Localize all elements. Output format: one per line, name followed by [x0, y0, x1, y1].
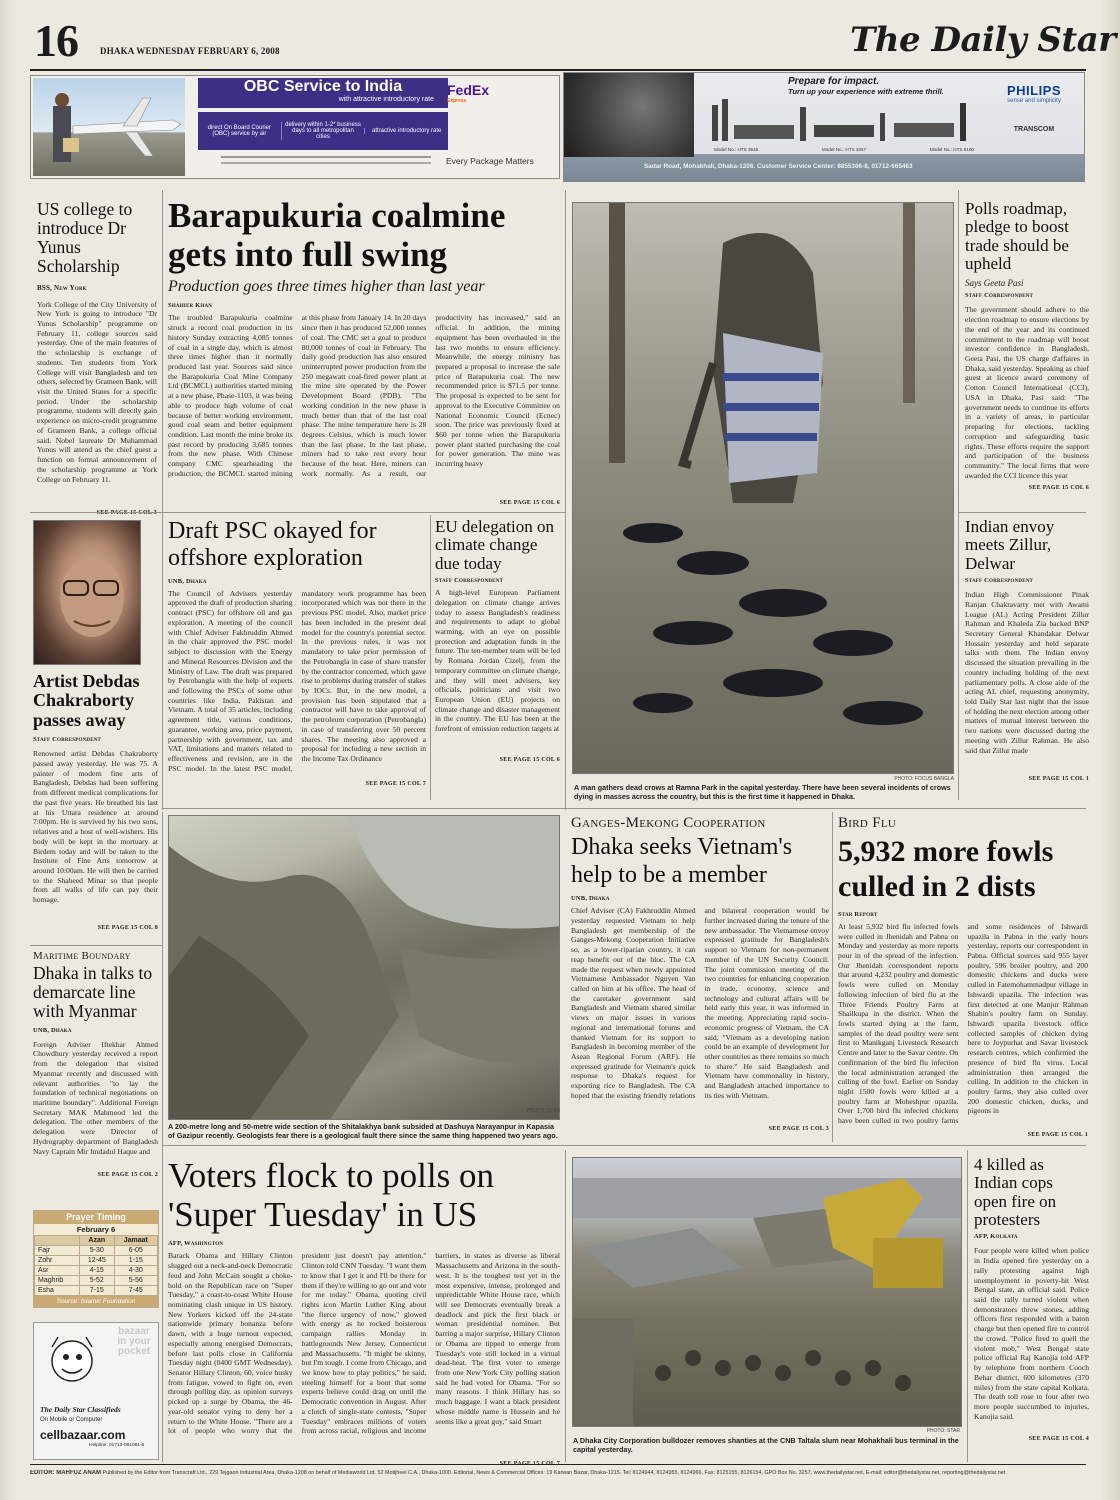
model-hts3357: Model No.: HTS 3357 — [821, 147, 867, 152]
cell: 5-30 — [79, 1246, 114, 1256]
philips-brand: PHILIPS — [1006, 83, 1062, 98]
cell: 1-15 — [114, 1256, 157, 1266]
photo-slum — [572, 1157, 962, 1427]
body-myanmar: Foreign Adviser Iftekhar Ahmed Chowdhury yesterday received a report from the delegation that visited Myanmar recently and discussed with relevant authorities "to lay the foundation of technical negotiations on maritime boundary". Additional Foreign Secretary MAK Mahmood led the delegation. The other members of the delegation were Director of Hydrography department of Bangladesh Navy Captain Mir Imdadul Haque and — [33, 1039, 158, 1156]
footer-editor: EDITOR: MAHFUZ ANAM — [30, 1470, 101, 1476]
byline-yunus: BSS, New York — [37, 283, 87, 292]
body-cops: Four people were killed when police in India opened fire yesterday on a rally protesting against high unemployment in poverty-hit West Bengal state, an official said. Police said the rally turned violent when demonstrators threw stones, adding officers first responded with a baton charge but then opened fire to control the crowd. "Police fired to quell the violent mob," West Bengal state police official Raj Kanojia told AFP by telephone from northern Cooch Behar district, 600 kilometres (370 miles) from the state capital Kolkata. The death toll rose to four after two more people succumbed to injuries, Kanojia said. — [974, 1246, 1089, 1421]
fedex-logo — [447, 82, 489, 104]
byline-eu: Staff Correspondent — [435, 577, 504, 585]
byline-cops: AFP, Kolkata — [974, 1233, 1018, 1241]
body-birdflu: At least 5,932 bird flu infected fowls were culled in Jhenidah and Pabna on Monday and yesterday as more reports pour in of the spread of the infection. Our Jhenidah correspondent reports that around 4,232 poultry and domestic fowls were culled on Monday following infection of bird flu at the Three Friends Poultry Farm at Shailkupa in the district. When the fowls started dying at the farm, samples of the dead poultry were sent first to Manikganj Livestock Research Centre and later to the Savar centre. On confirmation of the bird flu infection the local administration arranged the culling of the fowl. Earlier on Sunday night 1500 fowls were killed at a poultry farm at Moheshpur upazila. Over 1,700 bird flu infected chickens have been culled in two poultry farms and some residences of Ishwardi upazila in Pabna in the early hours yesterday, reports our correspondent in Pabna. Official sources said 955 layer poultry, 596 broiler poultry, and 200 domestic chickens and ducks were culled in Fatemohammadpur village in Ishwardi upazila. The infection was first detected at one Manjur Rahman Shahin's poultry farm on Sunday. Ishwardi upazila livestock office collected samples of chicken dying here to Joypurhat and Savar livestock research centres, which confirmed the presence of bird flu virus. Local administration then arranged the culling. In addition to the chicken in poultry farms, they also culled over 200 domestic chicken, ducks, and pigeons in — [838, 921, 1088, 1126]
cell: Esha — [35, 1286, 80, 1296]
byline-psc: UNB, Dhaka — [168, 577, 207, 585]
cell: 6-05 — [114, 1246, 157, 1256]
rule-mid — [162, 1145, 1086, 1146]
table-row — [35, 1276, 158, 1286]
story-birdflu — [838, 815, 1096, 1138]
rule-debdas — [30, 945, 162, 946]
headline-debdas: Artist Debdas Chakraborty passes away — [33, 671, 140, 730]
cell: 7-45 — [114, 1286, 157, 1296]
story-debdas — [33, 672, 158, 931]
cell: Zohr — [35, 1256, 80, 1266]
crows-scene — [573, 203, 954, 774]
prayer-col-name — [35, 1236, 80, 1246]
model-hts8100: Model No.: HTS 8100 — [929, 147, 974, 152]
page-number: 16 — [34, 15, 78, 66]
rule-col6 — [967, 1150, 968, 1462]
table-row — [35, 1266, 158, 1276]
fedex-fineprint — [221, 156, 431, 158]
masthead-logo: The Daily Star — [850, 20, 1116, 60]
turn-up-experience: Turn up your experience with extreme thrill. — [788, 87, 944, 96]
transcom-logo: TRANSCOM — [1013, 126, 1055, 133]
ad-rocker-photo — [564, 73, 694, 157]
subhead-polls: Says Geeta Pasi — [965, 278, 1024, 289]
fedex-fineprint-2 — [221, 162, 431, 164]
credit-riverbank: PHOTO: STAR — [526, 1108, 560, 1114]
rule-crows — [565, 808, 1086, 809]
byline-envoy: Staff Correspondent — [965, 577, 1034, 585]
body-eu: A high-level European Parliament delegation on climate change arrives today to assess Bangladesh's readiness and requirements to adapt to global warming, with an eye on possible protection and adaptation funds in the future. The ten-member team will be led by Romana Jordan Cizelj, from the temporary committee on climate change, and they will meet advisers, key officials, politicians and visit two European Union (EU) projects on climate change and disaster management in the country. The EU has been at the forefront of emission reduction targets at — [435, 588, 560, 734]
story-envoy — [965, 518, 1089, 782]
cell: 4-15 — [79, 1266, 114, 1276]
prayer-source: Source: Islamic Foundation — [34, 1296, 158, 1307]
header-rule — [30, 69, 1086, 71]
see-coalmine: SEE PAGE 15 COL 6 — [499, 500, 560, 507]
headline-envoy: Indian envoy meets Zillur, Delwar — [965, 517, 1055, 573]
footer-rule — [30, 1464, 1086, 1465]
body-debdas: Renowned artist Debdas Chakraborty passed away yesterday. He was 75. A painter of modern fine arts of Bangladesh, Debdas had been suffering from different medical complications for the past five years. He breathed his last at his Uttara residence at around 7:00pm. He is survived by his two sons, relatives and a host of well-wishers. His body will be kept in the mortuary at Birdem today and will be taken to the Institute of Fine Arts tomorrow at around 10:00am. He will then be carried to the Shaheed Minar so that people from all walks of life can pay their homage. — [33, 749, 158, 905]
see-birdflu: SEE PAGE 15 COL 1 — [1027, 1131, 1088, 1138]
see-cops: SEE PAGE 15 COL 4 — [1028, 1436, 1089, 1443]
obc-banner — [198, 78, 448, 108]
philips-models — [714, 147, 974, 152]
rule-yunus — [30, 512, 162, 513]
prayer-title: Prayer Timing — [34, 1211, 158, 1224]
cell: 12-45 — [79, 1256, 114, 1266]
rule-psc — [162, 808, 565, 809]
home-theater-products — [704, 95, 984, 149]
dateline: DHAKA WEDNESDAY FEBRUARY 6, 2008 — [100, 46, 280, 56]
cell: 7-15 — [79, 1286, 114, 1296]
headline-cops: 4 killed as Indian cops open fire on protesters — [974, 1155, 1057, 1230]
rule-col3c — [565, 1150, 566, 1462]
cellbazaar-help: Helpline: 01713-081081-5 — [89, 1443, 145, 1448]
byline-polls: Staff Correspondent — [965, 292, 1034, 300]
slum-scene — [573, 1158, 962, 1427]
rule-col4 — [958, 190, 959, 800]
cellbazaar-slogan — [112, 1327, 156, 1357]
cellbazaar-brand: The Daily Star Classifieds — [40, 1405, 121, 1414]
credit-crows: PHOTO: FOCUS BANGLA — [894, 776, 954, 782]
see-debdas: SEE PAGE 15 COL 8 — [97, 925, 158, 932]
slogan-2: in your — [117, 1336, 151, 1347]
prayer-table — [34, 1235, 158, 1296]
story-vietnam — [571, 815, 829, 1132]
see-vietnam: SEE PAGE 15 COL 3 — [768, 1126, 829, 1133]
philips-logo — [989, 83, 1079, 133]
story-eu — [435, 518, 560, 763]
photo-riverbank — [168, 815, 560, 1120]
fedex-tagline: Every Package Matters — [446, 156, 534, 166]
rule-polls — [958, 512, 1086, 513]
subhead-coalmine: Production goes three times higher than last year — [168, 278, 485, 296]
riverbank-scene — [169, 816, 560, 1120]
headline-polls: Polls roadmap, pledge to boost trade should be upheld — [965, 199, 1069, 274]
prayer-col-azan: Azan — [79, 1236, 114, 1246]
slogan-3: pocket — [117, 1346, 151, 1357]
headline-myanmar: Dhaka in talks to demarcate line with Myanmar — [33, 963, 153, 1021]
byline-birdflu: Star Report — [838, 910, 878, 918]
byline-debdas: Staff Correspondent — [33, 736, 102, 744]
body-envoy: Indian High Commissioner Pinak Ranjan Chakravarty met with Awami League (AL) Acting President Zillur Rahman and Khaleda Zia backed BNP Secretary General Khandakar Delwar Hossain yesterday and held separate talks with them. The Indian envoy discussed the situation prevailing in the country including holding of the next parliamentary polls. A close aide of the acting AL chief, requesting anonymity, told Daily Star last night that the issue of holding the next election among other matters of mutual interest between the two nations were discussed during the meeting with Zillur Rahman. He also said that Zillur made — [965, 590, 1089, 755]
headline-psc: Draft PSC okayed for offshore exploration — [168, 518, 377, 571]
rule-col3 — [565, 190, 566, 810]
headline-coalmine: Barapukuria coalmine gets into full swing — [168, 196, 506, 275]
footer-address: Published by the Editor from Transcraft Ltd., 229 Tejgaon Industrial Area, Dhaka-1208 on behalf of Mediaworld Ltd. 52 Motijheel C.A., Dhaka-1000. Editorial, News & Commercial Offices: 19 Karwan Bazar, Dhaka-1215. Tel: 8124944, 8124955, 8124966, Fax: 8125155, 8126154, GPO Box No. 3257, www.thedailystar.net, E-mail: editor@thedailystar.net, reporting@thedailystar.net — [102, 1470, 1006, 1476]
story-voters — [168, 1156, 560, 1467]
footer-imprint — [30, 1470, 1086, 1476]
rule-col2b — [430, 515, 431, 800]
cell: 5-52 — [79, 1276, 114, 1286]
body-voters: Barack Obama and Hillary Clinton slugged out a neck-and-neck Democratic feud and John McCain sought a choke-hold on the Republican race on "Super Tuesday," a coast-to-coast White House nominating clash unique in US history. New Yorkers kicked off the 24-state nationwide primary bonanza before dawn, with a huge turnout expected, especially among energised Democrats, before last polls close in California Tuesday night (0400 GMT Wednesday). Senator Hillary Clinton, 60, voice husky from fatigue, vowed to fight on, even through polling day, as opinion surveys picked up a surge by Obama, the 46-year-old senator vying to deny her a return to the White House. "There are a lot of people who worry that the president just doesn't pay attention," Clinton told CNN Tuesday. "I want them to know that I get it and I'll be there for them if they're willing to go out and vote for me today." Obama, quoting civil rights icon Martin Luther King about "the fierce urgency of now," glowed with energy as he rocked boisterous campaign rallies Monday in battlegrounds New Jersey, Connecticut and Massachusetts. "It might be skinny, but I'm tough. I come from Chicago, and we know how to play politics," he said, steeling himself for a bout that some experts believe could drag on until the Democratic convention in August. After a clutch of single-state contests, "Super Tuesday" embraces millions of voters from across racial, religious and income barriers, in states as diverse as liberal Massachusetts and Arizona in the south-west. It is the toughest test yet in the most expensive, intense, prolonged and unpredictable White House race, which will see Democrats eventually break a deadlock and pick the first black or woman presidential nominee. But barring a major surprise, Hillary Clinton or Obama are tipped to emerge from Tuesday's vote still locked in a virtual dead-heat. The first voter to emerge from one New York City polling station said he had voted for Obama. "For so many reasons. I think Hillary has so much baggage. I want a black president whose middle name is Hussein and he seems like a great guy," said Stuart — [168, 1251, 560, 1436]
caption-riverbank: A 200-metre long and 50-metre wide section of the Shitalakhya bank subsided at Dashuya Narayanpur in Kapasia of Gazipur recently. Geologists fear there is a geological fault there since the same thing happened two years ago. — [168, 1122, 558, 1140]
philips-address: Sadar Road, Mohakhali, Dhaka-1206. Customer Service Center: 8855366-8, 01712-665463 — [644, 163, 913, 170]
prayer-date: February 6 — [76, 1225, 116, 1234]
fedex-express: Express — [447, 98, 467, 104]
photo-crows — [572, 202, 954, 774]
table-row — [35, 1286, 158, 1296]
philips-headline — [788, 76, 944, 96]
philips-ad[interactable] — [563, 72, 1085, 182]
rule-col1 — [162, 190, 163, 515]
story-psc — [168, 518, 426, 787]
airplane-icon — [33, 78, 185, 176]
caption-crows: A man gathers dead crows at Ramna Park in the capital yesterday. There have been several incidents of crows dying in masses across the country, but this is the first time it happened in Dhaka. — [574, 783, 951, 801]
kicker-vietnam: Ganges-Mekong Cooperation — [571, 815, 766, 831]
byline-myanmar: UNB, Dhaka — [33, 1026, 72, 1034]
feature-rate: attractive introductory rate — [364, 128, 448, 134]
table-row — [35, 1256, 158, 1266]
cell: Asr — [35, 1266, 80, 1276]
body-yunus: York College of the City University of New York is going to introduce "Dr Yunus Scholarship" programme on February 11, college sources said yesterday. One of the main features of the scholarship is exchange of students. Ten students from York College will visit Bangladesh and ten others, selected by Grameen Bank, will visit the United States for a specific period. Under the scholarship programme, students will directly gain experience on micro-credit programme of Grameen Bank, a college official said. Nobel laureate Dr Muhammad Yunus will attend as the chief guest a function on formal announcement of the scholarship programme at York College on February 11. — [37, 299, 157, 484]
see-envoy: SEE PAGE 15 COL 1 — [1028, 776, 1089, 783]
story-myanmar — [33, 950, 158, 1178]
kicker-myanmar: Maritime Boundary — [33, 950, 131, 962]
see-myanmar: SEE PAGE 15 COL 2 — [97, 1171, 158, 1178]
prepare-for-impact: Prepare for impact. — [788, 76, 880, 87]
feature-delivery: delivery within 1-2* business days to all metropolitan cities — [281, 122, 365, 140]
rule-col1c — [162, 812, 163, 1462]
cartoon-mascot-icon — [38, 1329, 108, 1399]
byline-vietnam: UNB, Dhaka — [571, 895, 610, 903]
fedex-ad[interactable] — [30, 75, 560, 179]
rule-coalmine — [162, 512, 565, 513]
cellbazaar-url[interactable]: cellbazaar.com — [40, 1428, 126, 1442]
kicker-birdflu: Bird Flu — [838, 815, 897, 831]
rule-col5 — [832, 812, 833, 1142]
body-psc: The Council of Advisers yesterday approved the draft of production sharing contract (PSC) for offshore oil and gas exploration. A meeting of the council with Chief Adviser Fakhruddin Ahmed in the chair approved the PSC model subject to discussion with the Energy and Mineral Resources Division and the Ministry of Law. The draft was prepared by Petrobangla with the help of experts and following the PSCs of some other countries like India, Pakistan and Vietnam. A total of 35 articles, including agreement title, various conditions, guarantee, working area, price payment, partnership with government, tax and VAT, limitations and matters related to effectiveness and revision, are in the PSC model. In the latest PSC model, mandatory work programme has been incorporated which was not there in the previous PSC model. Also, market price has been included in the present deal model for the country's potential sector. In the previous rules, it was not mandatory to take prior permission of the Petrobangla in case of share transfer by the contractor concerned, which gave rise to problems during transfer of stakes by IOCs. But, in the new model, a provision has been stipulated that a contractor will have to take approval of the petroleum corporation (Petrobangla) in case of transferring over 50 percent shares. The meeting also approved a proposal for including a new section in the Income Tax Ordinance — [168, 588, 426, 773]
feature-direct: direct On Board Courier (OBC) service by air — [207, 125, 272, 137]
headline-vietnam: Dhaka seeks Vietnam's help to be a member — [571, 834, 793, 888]
cellbazaar-ad[interactable] — [33, 1322, 159, 1460]
byline-voters: AFP, Washington — [168, 1240, 224, 1248]
model-hts3548: Model No.: HTS 3548 — [714, 147, 759, 152]
story-cops — [974, 1156, 1089, 1442]
photo-debdas — [33, 520, 141, 665]
obc-subtitle: with attractive introductory rate — [338, 96, 434, 103]
body-coalmine: The troubled Barapukuria coalmine struck a record coal production in its history Sunday extracting 4,085 tonnes of coal in a single day, which is almost three times higher than it normally produced last year. Sources said since the Barapukuria Coal Mine Company Ltd (BCMCL) authorities started mining at a new phase, Phase-1103, it was being able to produce high volume of coal because of better working environment, good coal seam and better equipment condition. Last month the mine broke its past record by producing 3,685 tonnes from the new phase. With Chinese company CMC spearheading the production, the BCMCL started mining at this phase from January 14. In 20 days since then it has produced 52,000 tonnes of coal. The CMC set a goal to produce 80,000 tonnes of coal in February. The daily good production has also ensured uninterrupted power production from the 250 megawatt coal-fired power plant at the mine site operated by the Power Development Board (PDB). "The working condition in the new phase is much better than that of the last coal phase. The mine temperature here is 28 degrees Celsius, which is much lower than the last phase. In the last phase, miners had to take rest every hour because of the heat. Here, miners can work normally. As a result, our productivity has increased," said an official. In addition, the mining equipment has been overhauled in the last two months to ensure efficiency. Meanwhile, the energy ministry has prepared a proposal to increase the sale price of Barapukuria coal. The new recommended price is $71.5 per tonne. The proposal is expected to be sent for approval to the Executive Committee on National Economic Council (Ecnec) soon. The price was previously fixed at $60 per tonne when the Barapukuria power plant started purchasing the coal for power generation. The mine was incurring heavy — [168, 313, 560, 478]
slogan-1: bazaar — [118, 1326, 150, 1337]
story-yunus — [37, 200, 157, 516]
see-polls: SEE PAGE 15 COL 6 — [1028, 485, 1089, 492]
fedex-brand: FedEx — [447, 82, 490, 98]
cell: Fajr — [35, 1246, 80, 1256]
headline-birdflu: 5,932 more fowls culled in 2 dists — [838, 835, 1054, 904]
headline-yunus: US college to introduce Dr Yunus Scholarship — [37, 199, 133, 276]
ad-plane-photo — [33, 78, 185, 176]
cell: 4-30 — [114, 1266, 157, 1276]
see-psc: SEE PAGE 15 COL 7 — [365, 780, 426, 787]
caption-slum: A Dhaka City Corporation bulldozer removes shanties at the CNB Taltala slum near Mohakhali bus terminal in the capital yesterday. — [573, 1436, 959, 1454]
cell: 5-56 — [114, 1276, 157, 1286]
headline-eu: EU delegation on climate change due today — [435, 517, 554, 573]
headline-voters: Voters flock to polls on 'Super Tuesday' in US — [168, 1156, 495, 1235]
obc-features — [198, 112, 448, 150]
rule-col1b — [162, 515, 163, 810]
cellbazaar-sub: On Mobile or Computer — [40, 1417, 103, 1423]
cell: Maghrib — [35, 1276, 80, 1286]
prayer-box — [33, 1210, 159, 1308]
story-coalmine — [168, 196, 560, 506]
see-eu: SEE PAGE 15 COL 6 — [499, 757, 560, 764]
byline-coalmine: Shahier Khan — [168, 302, 213, 310]
table-row — [35, 1246, 158, 1256]
credit-slum: PHOTO: STAR — [926, 1428, 960, 1434]
philips-tagline: sense and simplicity — [1007, 98, 1061, 104]
obc-title: OBC Service to India — [243, 78, 403, 95]
story-polls — [965, 200, 1089, 491]
portrait-face — [34, 521, 141, 665]
body-vietnam: Chief Adviser (CA) Fakhruddin Ahmed yesterday requested Vietnam to help Bangladesh get membership of the Ganges-Mekong Cooperation Initiative so, as a lower-riparian country, it can reap benefit out of the bloc. The CA made the request when newly appointed Vietnamese Ambassador Nguyen Van called on him at his office. The head of the caretaker government said Bangladesh and Vietnam shared similar views on major issues in various regional and international forums and thanked Vietnam for its support to Bangladesh in becoming member of the Asean Regional Forum (ARF). He expressed gratitude for Vietnam's quick response to Dhaka's request for exporting rice to Bangladesh. The CA hoped that the existing friendly relations and bilateral cooperation would be further increased during the tenure of the new ambassador. The Vietnamese envoy expressed gratitude for Bangladesh's support to Vietnam for non-permanent member of the UN Security Council. The joint commission meeting of the two countries for enhancing cooperation in trade, economy, science and technology and cultural affairs will be held early this year, it was informed in the meeting. Appreciating rapid socio-economic progress of Vietnam, the CA said, "Vietnam as a developing nation could be an example of development for other countries as there remains so much to share." He said Bangladesh and Vietnam have commonality in history, and Bangladesh attached importance to its ties with Vietnam. — [571, 906, 829, 1100]
body-polls: The government should adhere to the election roadmap to ensure elections by the end of the year and its continued commitment to the roadmap will boost investor confidence in Bangladesh, Geeta Pasi, the US charge d'affaires in Dhaka, said yesterday. Speaking as chief guest at licence award ceremony of Cotton Council International (CCI), USA in Dhaka, Pasi said: "The government needs to continue its efforts in a variety of areas, in particular preparing for elections, tackling corruption and safeguarding basic rights. These efforts require the support and participation of the business community." The local firms that were awarded the CCI licence this year — [965, 305, 1089, 480]
prayer-col-jamaat: Jamaat — [114, 1236, 157, 1246]
